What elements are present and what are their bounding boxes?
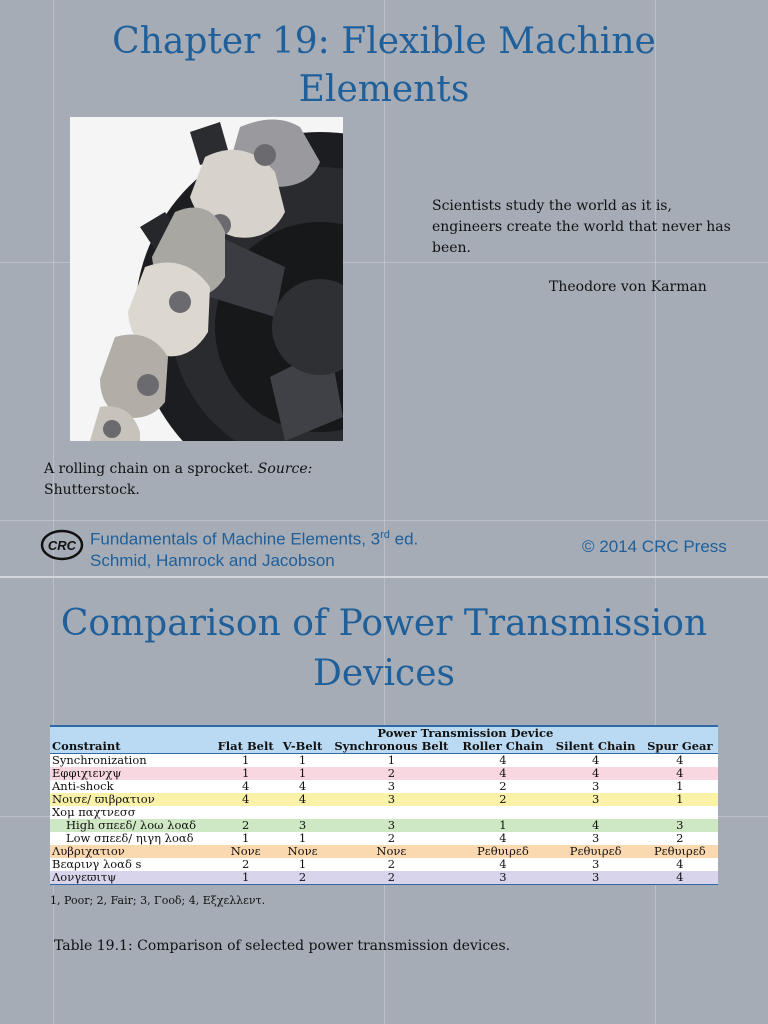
book-reference — [90, 525, 418, 571]
table-cell: 2 — [456, 793, 549, 806]
book-title: Fundamentals of Machine Elements, 3 — [90, 529, 381, 549]
comparison-table — [50, 725, 718, 885]
table-cell: 3 — [550, 780, 642, 793]
table-row — [50, 767, 718, 780]
table-cell: 1 — [642, 780, 718, 793]
table-cell: Ρεθυιρεδ — [642, 845, 718, 858]
table-cell: 3 — [327, 780, 457, 793]
column-header: Constraint — [50, 740, 213, 754]
table-cell: Νονε — [213, 845, 279, 858]
table-cell: Νονε — [327, 845, 457, 858]
table-cell: 2 — [327, 767, 457, 780]
table-cell: 2 — [327, 858, 457, 871]
caption-source: Shutterstock. — [44, 482, 140, 498]
table-cell: 1 — [279, 858, 327, 871]
crc-logo-text: CRC — [47, 538, 77, 553]
caption-text: A rolling chain on a sprocket. — [44, 461, 258, 477]
row-label: Synchronization — [50, 754, 213, 768]
table-cell: 1 — [327, 754, 457, 768]
table-cell: 2 — [456, 780, 549, 793]
table-cell: Ρεθυιρεδ — [456, 845, 549, 858]
row-label: Βεαρινγ λοαδ s — [50, 858, 213, 871]
table-cell: 3 — [327, 819, 457, 832]
epigraph-quote: Scientists study the world as it is, engineers create the world that never has been. — [432, 198, 731, 256]
table-cell: 4 — [550, 767, 642, 780]
copyright-notice: © 2014 CRC Press — [582, 537, 727, 556]
row-label: Low σπεεδ/ ηιγη λοαδ — [50, 832, 213, 845]
column-header: Synchronous Belt — [327, 740, 457, 754]
column-header: Silent Chain — [550, 740, 642, 754]
table-cell: 3 — [456, 871, 549, 885]
table-cell: 4 — [456, 832, 549, 845]
column-header: Spur Gear — [642, 740, 718, 754]
table-cell: 1 — [213, 754, 279, 768]
row-label: Eφφιχιενχψ — [50, 767, 213, 780]
row-label: Λυβριχατιον — [50, 845, 213, 858]
row-label: High σπεεδ/ λοω λοαδ — [50, 819, 213, 832]
table-row — [50, 754, 718, 768]
table-cell: 2 — [213, 858, 279, 871]
table-cell: 4 — [279, 780, 327, 793]
table-cell: 4 — [550, 754, 642, 768]
table-group-header: Power Transmission Device — [213, 726, 718, 740]
table-cell: 4 — [279, 793, 327, 806]
table-cell: 1 — [279, 754, 327, 768]
table-cell: 1 — [279, 832, 327, 845]
table-cell: 2 — [327, 871, 457, 885]
table-cell: 4 — [642, 767, 718, 780]
chain-sprocket-image — [70, 117, 343, 441]
table-cell: 1 — [213, 767, 279, 780]
table-cell: 1 — [213, 832, 279, 845]
slide-title-line1: Chapter 19: Flexible Machine — [112, 21, 656, 62]
table-cell: Ρεθυιρεδ — [550, 845, 642, 858]
row-label: Χομ παχτνεσσ — [50, 806, 213, 819]
table-cell: 3 — [550, 871, 642, 885]
table-body — [50, 754, 718, 885]
table-cell: 2 — [213, 819, 279, 832]
table-cell: 3 — [550, 858, 642, 871]
table-cell: 4 — [642, 754, 718, 768]
slide-title-line2: Devices — [313, 653, 455, 694]
table-legend: 1, Poor; 2, Fair; 3, Γοοδ; 4, Εξχελλεντ. — [50, 894, 266, 907]
table-cell: 1 — [456, 819, 549, 832]
table-cell: 4 — [642, 871, 718, 885]
table-cell: 4 — [456, 767, 549, 780]
table-cell: 3 — [642, 819, 718, 832]
table-cell: 4 — [213, 780, 279, 793]
image-caption — [44, 459, 364, 501]
table-cell: Νονε — [279, 845, 327, 858]
table-cell: 4 — [213, 793, 279, 806]
row-label: Νοισε/ ϖιβρατιον — [50, 793, 213, 806]
slide-title-line2: Elements — [298, 69, 470, 110]
table-header-spacer — [50, 726, 213, 740]
edition-superscript: rd — [380, 529, 390, 541]
table-cell: 3 — [550, 793, 642, 806]
table-cell: 2 — [279, 871, 327, 885]
table-row — [50, 858, 718, 871]
row-label: Λονγεϖιτψ — [50, 871, 213, 885]
table-cell: 3 — [550, 832, 642, 845]
table-row — [50, 793, 718, 806]
table-cell: 3 — [327, 793, 457, 806]
table-cell: 1 — [279, 767, 327, 780]
slide-title-line1: Comparison of Power Transmission — [60, 603, 708, 644]
epigraph-attribution: Theodore von Karman — [549, 279, 707, 295]
caption-source-label: Source: — [257, 461, 313, 477]
table-row — [50, 871, 718, 885]
book-authors: Schmid, Hamrock and Jacobson — [90, 550, 335, 570]
column-header: V-Belt — [279, 740, 327, 754]
table-cell: 4 — [456, 858, 549, 871]
table-caption: Table 19.1: Comparison of selected power transmission devices. — [54, 938, 511, 954]
row-label: Anti-shock — [50, 780, 213, 793]
table-cell: 3 — [279, 819, 327, 832]
book-title-end: ed. — [389, 529, 419, 549]
column-header: Flat Belt — [213, 740, 279, 754]
table-row — [50, 845, 718, 858]
table-cell: 2 — [642, 832, 718, 845]
column-header: Roller Chain — [456, 740, 549, 754]
table-cell: 2 — [327, 832, 457, 845]
table-cell: 4 — [642, 858, 718, 871]
crc-logo — [40, 528, 84, 562]
table-cell: 1 — [642, 793, 718, 806]
table-cell: 1 — [213, 871, 279, 885]
table-cell: 4 — [550, 819, 642, 832]
table-cell: 4 — [456, 754, 549, 768]
